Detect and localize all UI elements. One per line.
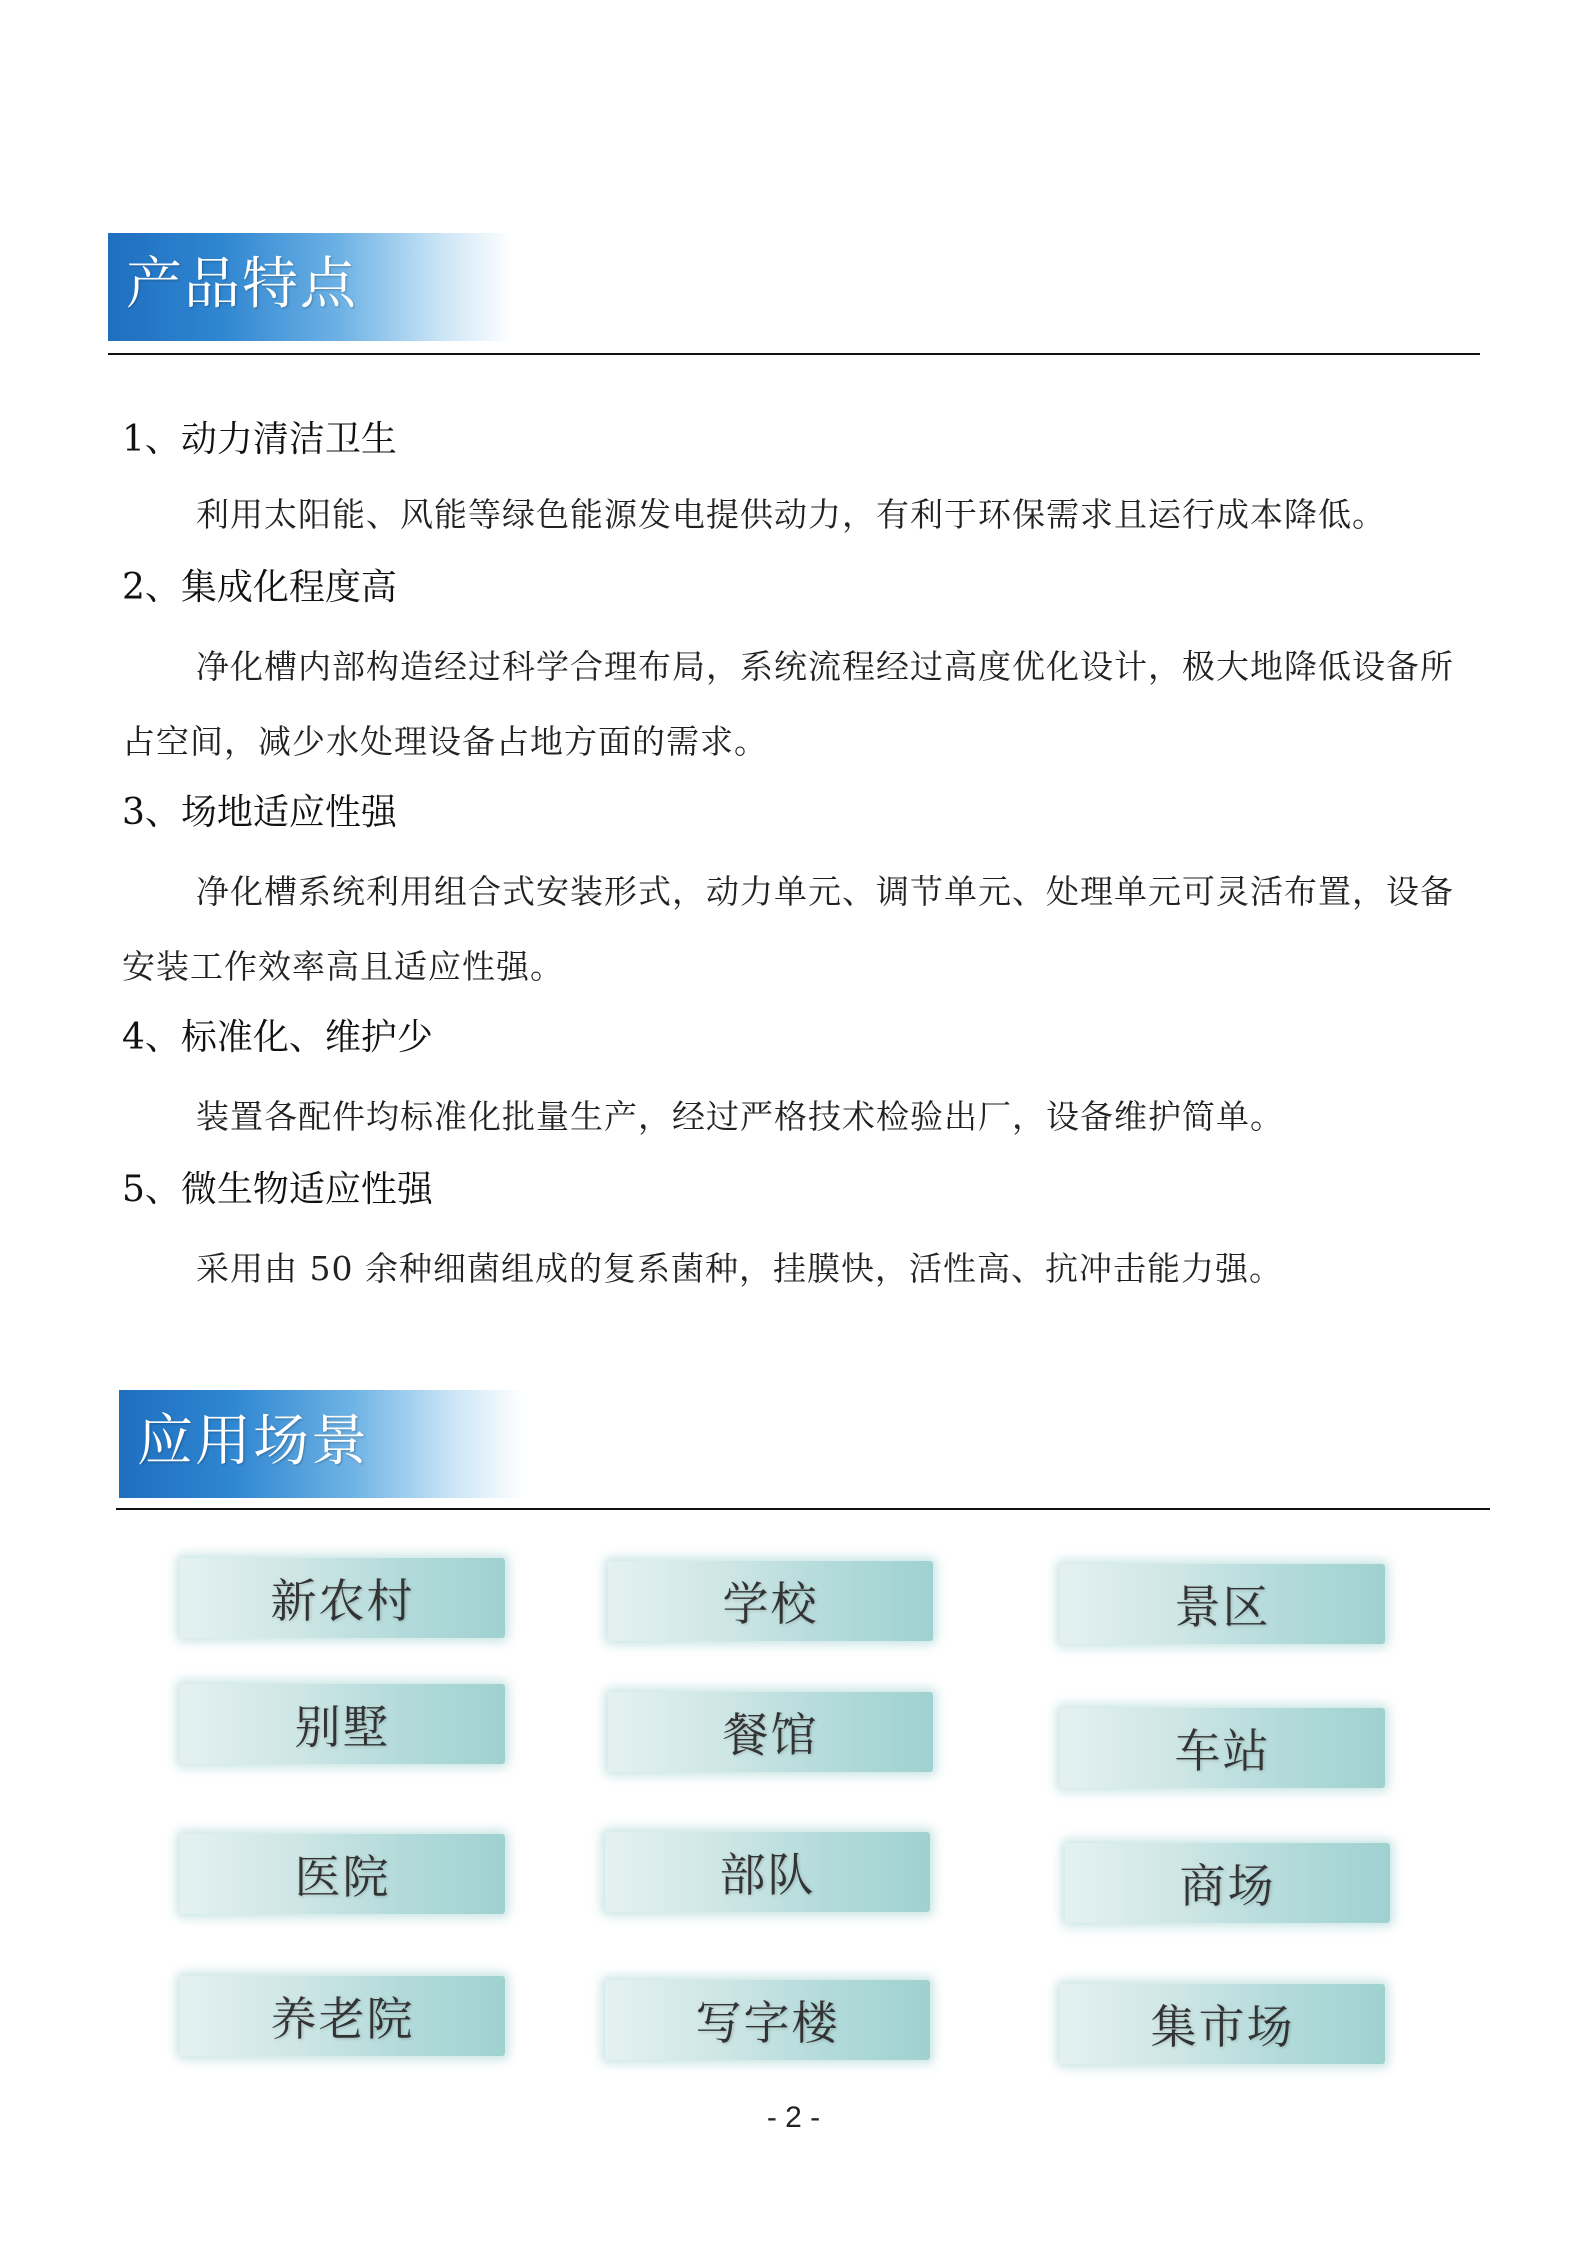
- page-number: - 2 -: [766, 2101, 821, 2134]
- scene-card-market: [1060, 1984, 1385, 2064]
- feature-body-4: 装置各配件均标准化批量生产，经过严格技术检验出厂，设备维护简单。: [196, 1097, 1284, 1136]
- features-section-title: 产品特点: [126, 252, 358, 317]
- scene-card-army: [605, 1832, 930, 1912]
- scene-card-villa: [180, 1684, 505, 1764]
- scene-label: 景区: [1174, 1580, 1271, 1634]
- scene-label: 餐馆: [722, 1708, 819, 1762]
- scene-label: 新农村: [270, 1574, 415, 1628]
- features-section-divider: [108, 353, 1480, 355]
- scene-label: 车站: [1174, 1724, 1271, 1778]
- scene-label: 养老院: [270, 1992, 415, 2046]
- scene-card-school: [608, 1561, 933, 1641]
- scenes-section-divider: [116, 1508, 1490, 1510]
- scene-card-new-village: [180, 1558, 505, 1638]
- scene-label: 集市场: [1150, 2000, 1295, 2054]
- scene-card-scenic-area: [1060, 1564, 1385, 1644]
- scenes-section-title: 应用场景: [137, 1409, 369, 1474]
- feature-heading-4: 4、标准化、维护少: [122, 1017, 433, 1058]
- scene-card-hospital: [180, 1834, 505, 1914]
- feature-heading-1: 1、动力清洁卫生: [122, 419, 397, 460]
- scene-label: 部队: [719, 1848, 816, 1902]
- scenes-section-header: [119, 1390, 523, 1498]
- features-section-header: [108, 233, 512, 341]
- scene-label: 别墅: [294, 1700, 391, 1754]
- feature-body-3: 净化槽系统利用组合式安装形式，动力单元、调节单元、处理单元可灵活布置，设备安装工作效率高且适应性强。: [122, 872, 1454, 986]
- feature-body-5: 采用由 50 余种细菌组成的复系菌种，挂膜快，活性高、抗冲击能力强。: [196, 1249, 1283, 1288]
- scene-card-nursing-home: [180, 1976, 505, 2056]
- feature-body-2: 净化槽内部构造经过科学合理布局，系统流程经过高度优化设计，极大地降低设备所占空间，减少水处理设备占地方面的需求。: [122, 647, 1454, 761]
- scene-card-station: [1060, 1708, 1385, 1788]
- scene-label: 写字楼: [695, 1996, 840, 2050]
- feature-heading-3: 3、场地适应性强: [122, 792, 397, 833]
- scene-card-office-building: [605, 1980, 930, 2060]
- scene-card-mall: [1065, 1843, 1390, 1923]
- scene-label: 医院: [294, 1850, 391, 1904]
- feature-heading-2: 2、集成化程度高: [122, 567, 397, 608]
- scene-label: 学校: [722, 1577, 819, 1631]
- scene-label: 商场: [1179, 1859, 1276, 1913]
- feature-heading-5: 5、微生物适应性强: [122, 1169, 433, 1210]
- feature-body-1: 利用太阳能、风能等绿色能源发电提供动力，有利于环保需求且运行成本降低。: [196, 495, 1386, 534]
- scene-card-restaurant: [608, 1692, 933, 1772]
